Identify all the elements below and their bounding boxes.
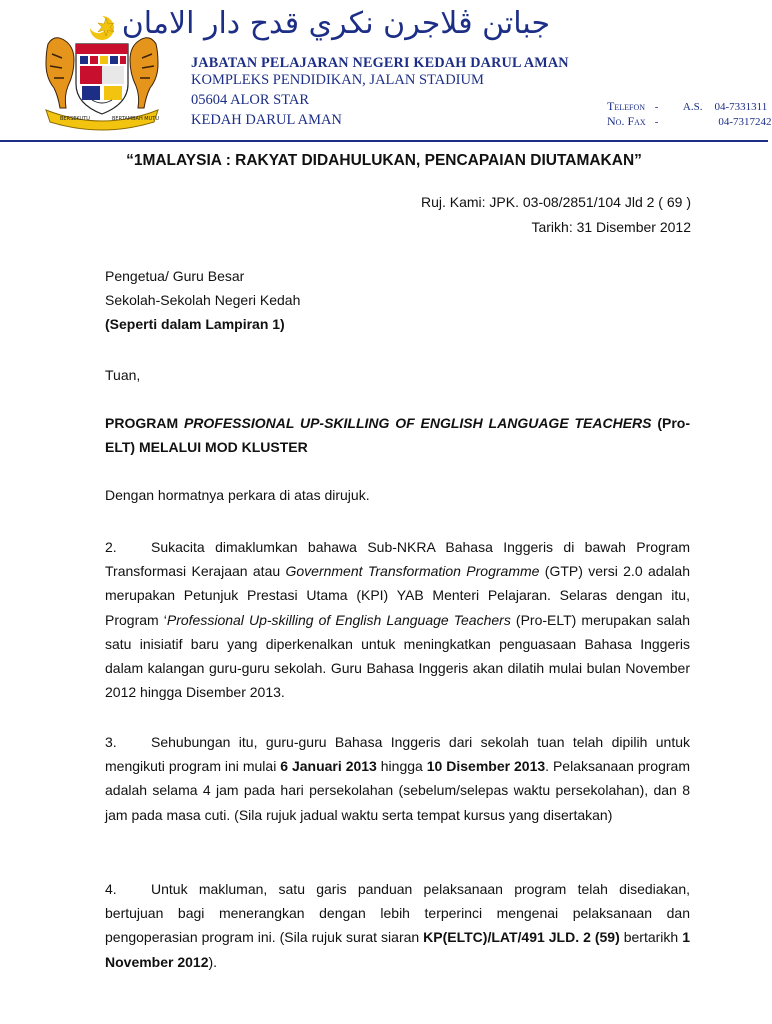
opening-sentence: Dengan hormatnya perkara di atas dirujuk. [105,487,370,503]
telephone-number: 04-7331311 [714,101,768,113]
subject-text-1: PROGRAM [105,415,184,431]
letter-date: Tarikh: 31 Disember 2012 [531,219,691,235]
paragraph-text: . Pelaksanaan program adalah selama 4 jam pada hari persekolahan (sebelum/selepas waktu persekolahan), dan 8 jam pada masa cuti. (Sila rujuk jadual waktu serta tempat kursus yang disertakan) [105,758,690,823]
recipient-attachment-note: (Seperti dalam Lampiran 1) [105,316,285,332]
fax-info [607,114,772,129]
paragraph-text: ). [208,953,218,970]
subject-programme-name: PROFESSIONAL UP-SKILLING OF ENGLISH LANGUAGE TEACHERS [183,415,652,431]
address-line-3: KEDAH DARUL AMAN [191,112,342,128]
paragraph-3 [105,730,690,827]
paragraph-italic-text: Government Transformation Programme [285,563,540,580]
subject-text-2: (Pro-ELT) MELALUI MOD KLUSTER [105,415,690,456]
letter-subject [105,411,690,459]
paragraph-number: 3. [105,734,117,750]
paragraph-italic-text: Professional Up-skilling of English Language Teachers [166,611,511,628]
paragraph-text: (GTP) versi 2.0 adalah merupakan Petunjuk Prestasi Utama (KPI) YAB Menteri Pelajaran. Selaras dengan itu, Program ‘ [105,563,690,628]
telephone-separator: - [654,101,659,113]
svg-text:BERTAMBAH MUTU: BERTAMBAH MUTU [112,116,159,122]
header-divider [0,140,768,142]
telephone-info [607,99,767,114]
jawi-department-title: جباتن ڤلاجرن نكري قدح دار الامان [121,6,550,41]
address-line-1: KOMPLEKS PENDIDIKAN, JALAN STADIUM [191,72,484,88]
fax-separator: - [654,116,659,128]
recipient-title: Pengetua/ Guru Besar [105,268,245,284]
paragraph-text: Sehubungan itu, guru-guru Bahasa Inggeris dari sekolah tuan telah dipilih untuk mengikuti program ini mulai [105,734,690,775]
fax-label: No. Fax [607,114,646,128]
paragraph-text: Sukacita dimaklumkan bahawa Sub-NKRA Bahasa Inggeris di bawah Program Transformasi Kerajaan atau [105,539,690,580]
department-name: JABATAN PELAJARAN NEGERI KEDAH DARUL AMAN [191,55,569,71]
letterhead [0,0,772,150]
end-date: 10 Disember 2013 [426,758,546,775]
telephone-prefix: A.S. [682,101,703,113]
reference-number: Ruj. Kami: JPK. 03-08/2851/104 Jld 2 ( 69 ) [420,194,691,210]
paragraph-4 [105,877,690,974]
national-motto: “1MALAYSIA : RAKYAT DIDAHULUKAN, PENCAPAIAN DIUTAMAKAN” [126,152,642,169]
telephone-label: Telefon [607,99,645,113]
salutation: Tuan, [105,367,141,383]
svg-text:BERSEKUTU: BERSEKUTU [60,116,90,122]
paragraph-text: bertarikh [619,929,683,946]
recipient-schools: Sekolah-Sekolah Negeri Kedah [105,292,301,308]
start-date: 6 Januari 2013 [280,758,377,775]
paragraph-number: 4. [105,881,117,897]
paragraph-text: (Pro-ELT) merupakan salah satu inisiatif baru yang diperkenalkan untuk meningkatkan penguasaan Bahasa Inggeris dalam kalangan guru-guru sekolah. Guru Bahasa Inggeris akan dilatih mulai bulan November 2012 hingga Disember 2013. [105,611,690,701]
paragraph-2 [105,535,690,704]
paragraph-text: Untuk makluman, satu garis panduan pelaksanaan program telah disediakan, bertujuan bagi menerangkan dengan lebih terperinci mengenai pelaksanaan dan pengoperasian program ini. (Sila rujuk surat siaran [105,881,690,946]
circular-date: 1 November 2012 [105,929,690,970]
paragraph-number: 2. [105,539,117,555]
fax-number: 04-7317242 [718,116,772,128]
paragraph-text: hingga [376,758,427,775]
address-line-2: 05604 ALOR STAR [191,92,310,108]
circular-reference: KP(ELTC)/LAT/491 JLD. 2 (59) [423,929,620,946]
